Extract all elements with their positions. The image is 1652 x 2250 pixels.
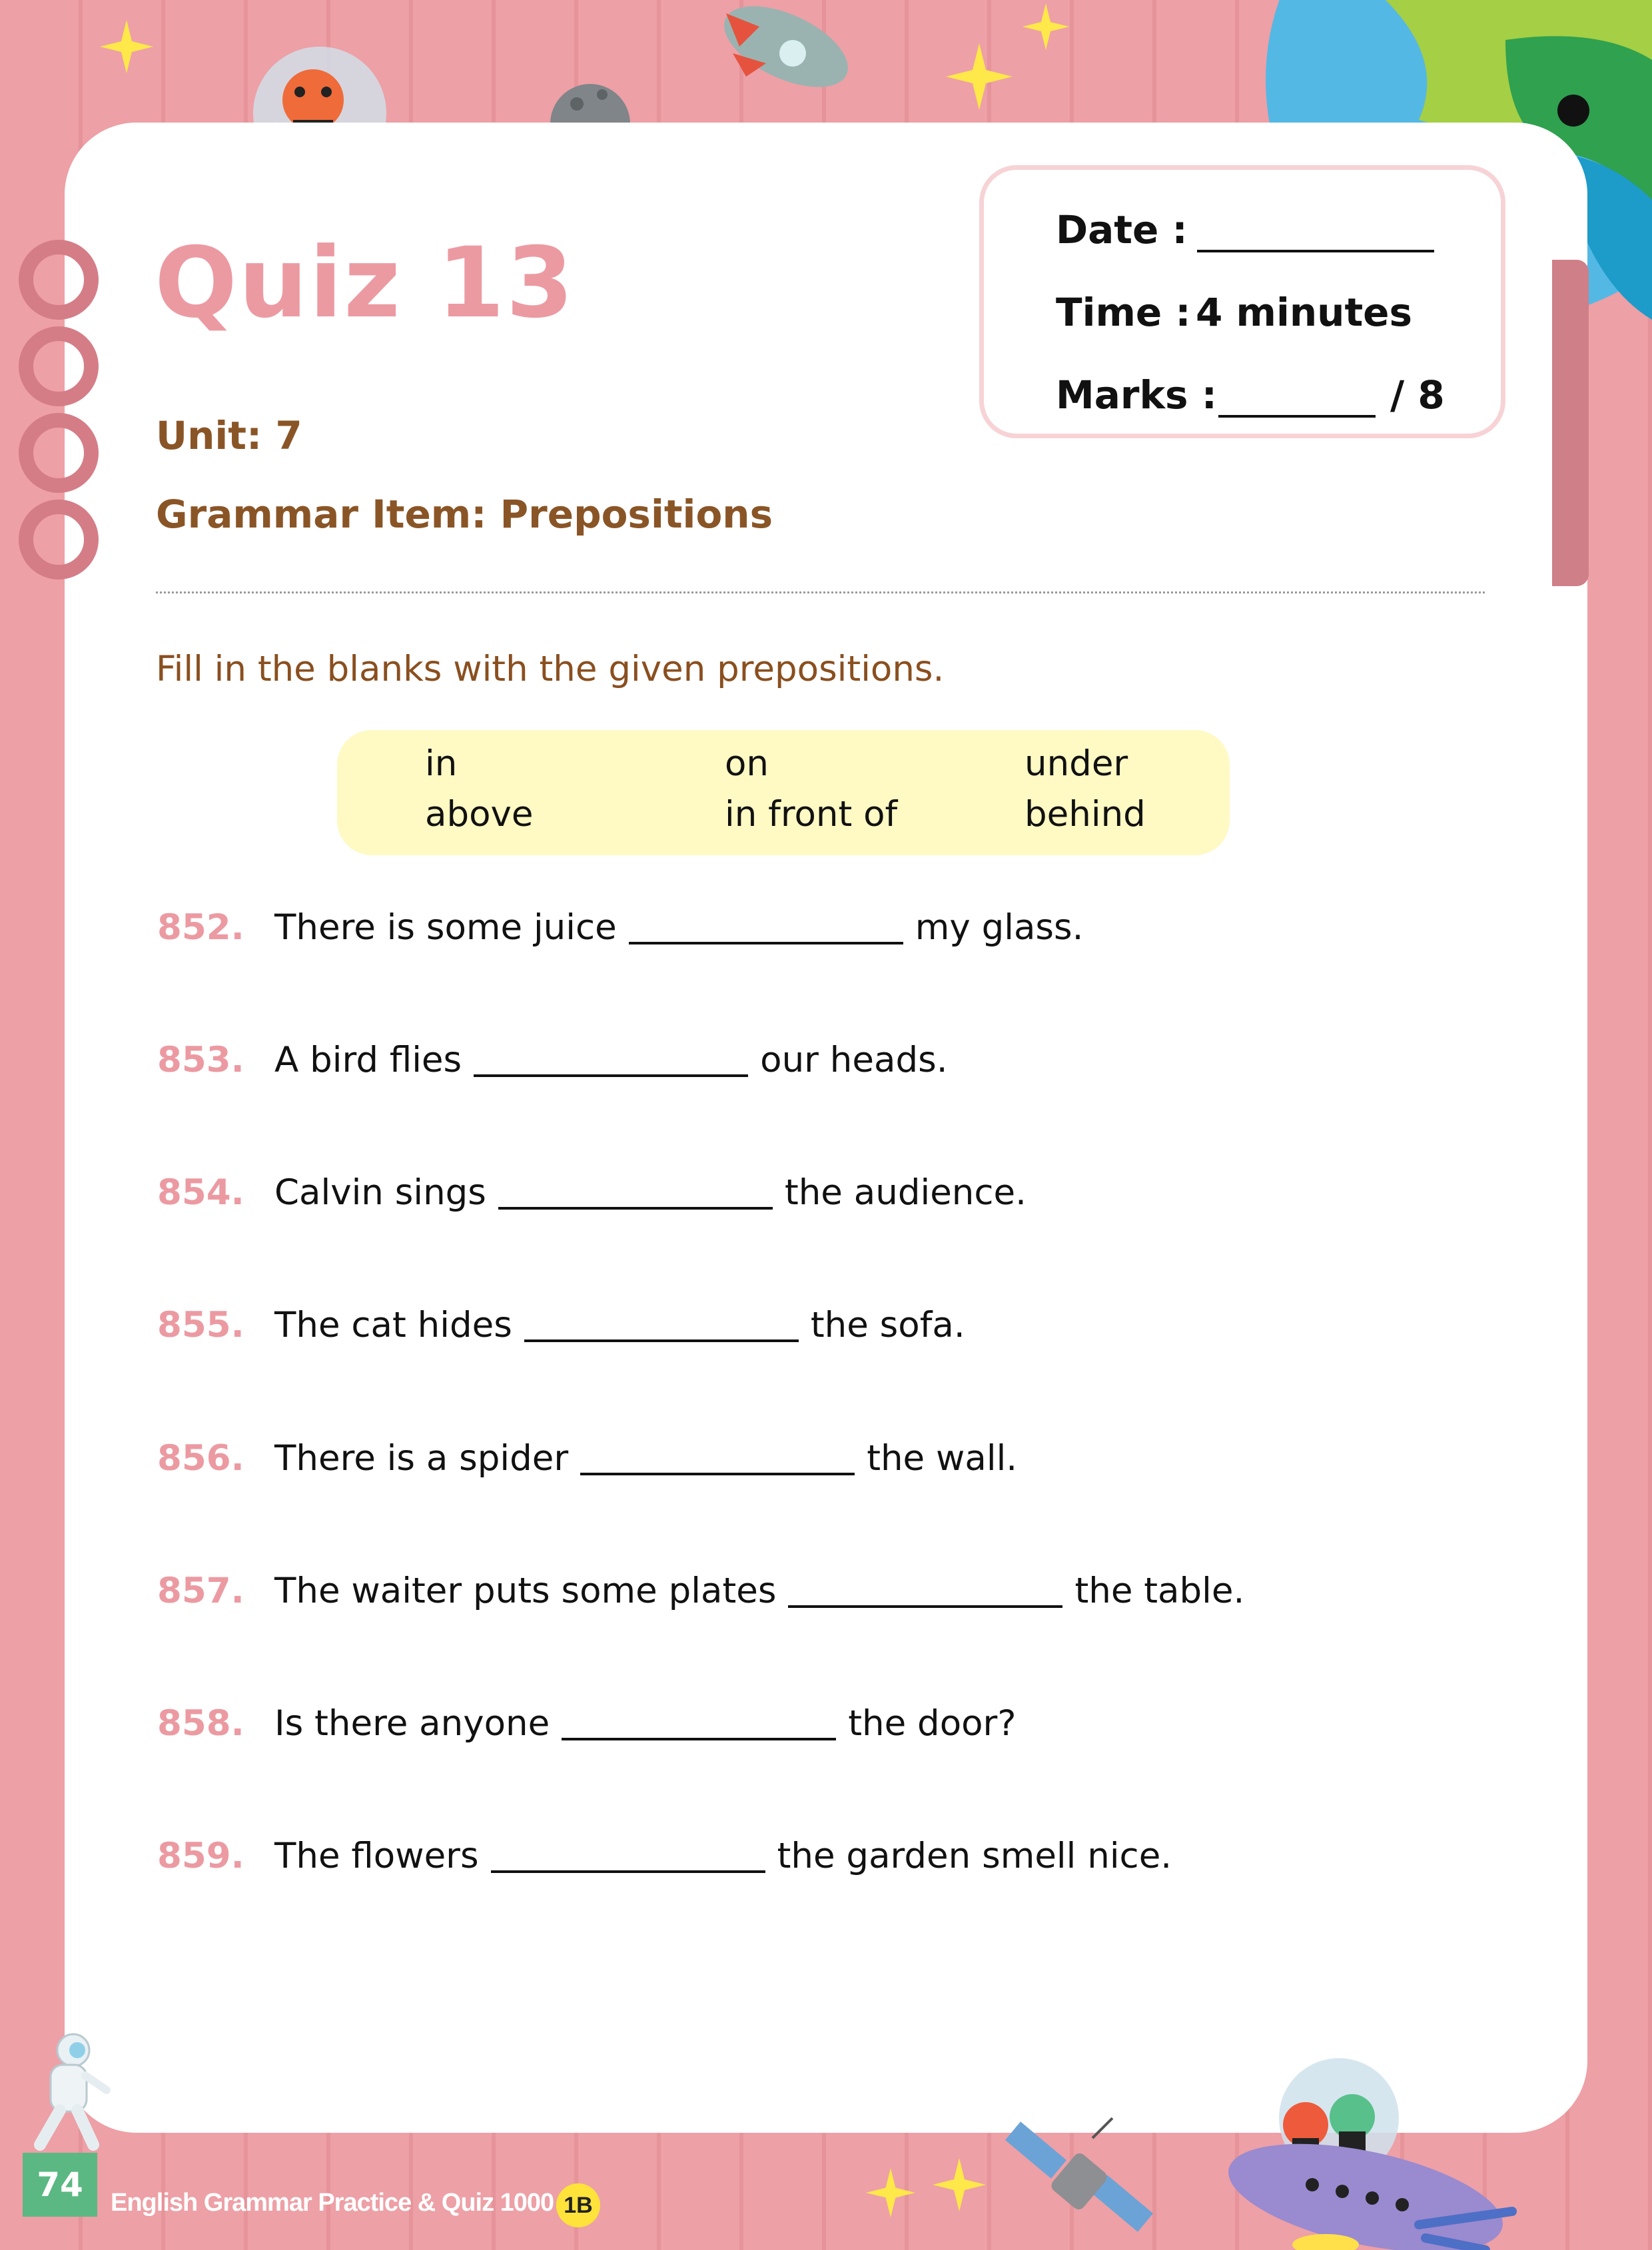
marks-field[interactable] [1218,415,1376,418]
question-number: 854. [157,1172,244,1213]
question-text-after: the wall. [867,1438,1018,1479]
instruction-text: Fill in the blanks with the given prepositions. [156,649,945,689]
word-bank-item: above [425,794,534,835]
unit-label: Unit: 7 [156,413,302,458]
question-text-before: Is there anyone [274,1703,550,1744]
marks-total: / 8 [1390,372,1445,418]
question-856 [274,1438,1017,1479]
question-number: 859. [157,1836,244,1876]
binder-ring [19,326,99,406]
question-number: 858. [157,1703,244,1744]
question-text-before: The flowers [274,1836,479,1876]
star-icon [100,20,153,73]
question-text-after: the audience. [784,1172,1027,1213]
question-text-after: the sofa. [810,1305,965,1345]
question-855 [274,1305,965,1345]
question-text-after: my glass. [915,907,1084,948]
question-text-before: The cat hides [274,1305,512,1345]
question-number: 857. [157,1571,244,1611]
word-bank-item: under [1025,743,1128,784]
divider [156,591,1485,593]
answer-blank[interactable] [788,1605,1062,1608]
date-label: Date : [1056,207,1188,252]
quiz-info-box [979,165,1505,438]
rocket-icon [699,0,859,100]
answer-blank[interactable] [562,1738,836,1740]
question-text-before: A bird flies [274,1040,462,1080]
page-number: 74 [23,2153,97,2217]
binder-ring [19,240,99,320]
question-text-before: The waiter puts some plates [274,1571,777,1611]
question-854 [274,1172,1027,1213]
satellite-illustration [993,2098,1166,2245]
answer-blank[interactable] [524,1339,799,1342]
answer-blank[interactable] [474,1074,748,1077]
word-bank [337,730,1230,855]
grammar-item-label: Grammar Item: Prepositions [156,492,773,537]
answer-blank[interactable] [580,1473,855,1475]
question-number: 852. [157,907,244,948]
time-value: 4 minutes [1196,290,1413,335]
word-bank-item: behind [1025,794,1146,835]
answer-blank[interactable] [491,1870,765,1873]
word-bank-item: in [425,743,458,784]
question-853 [274,1040,948,1080]
question-857 [274,1571,1244,1611]
astronaut-illustration [20,2032,113,2151]
question-text-before: There is some juice [274,907,617,948]
alien-ufo-illustration [1219,2058,1525,2250]
star-icon [933,2158,986,2211]
word-bank-item: on [725,743,769,784]
question-852 [274,907,1084,948]
question-858 [274,1703,1016,1744]
question-number: 853. [157,1040,244,1080]
date-field[interactable] [1197,250,1434,252]
question-number: 855. [157,1305,244,1345]
star-icon [1023,3,1069,50]
word-bank-item: in front of [725,794,898,835]
volume-badge: 1B [556,2183,600,2227]
moon-icon [550,71,630,124]
binder-ring [19,413,99,493]
marks-label: Marks : [1056,372,1217,418]
question-text-after: our heads. [760,1040,948,1080]
question-number: 856. [157,1438,244,1479]
question-text-after: the garden smell nice. [777,1836,1172,1876]
answer-blank[interactable] [498,1207,773,1210]
answer-blank[interactable] [629,942,903,944]
book-title: English Grammar Practice & Quiz 1000 [111,2189,554,2217]
time-label: Time : [1056,290,1191,335]
question-text-before: Calvin sings [274,1172,486,1213]
question-text-after: the door? [848,1703,1017,1744]
star-icon [866,2168,915,2217]
star-icon [946,40,1013,113]
question-text-after: the table. [1074,1571,1245,1611]
question-859 [274,1836,1172,1876]
binder-ring [19,500,99,579]
quiz-title: Quiz 13 [155,226,576,340]
question-text-before: There is a spider [274,1438,569,1479]
binder-rings [19,240,99,586]
side-tab [1552,260,1589,586]
